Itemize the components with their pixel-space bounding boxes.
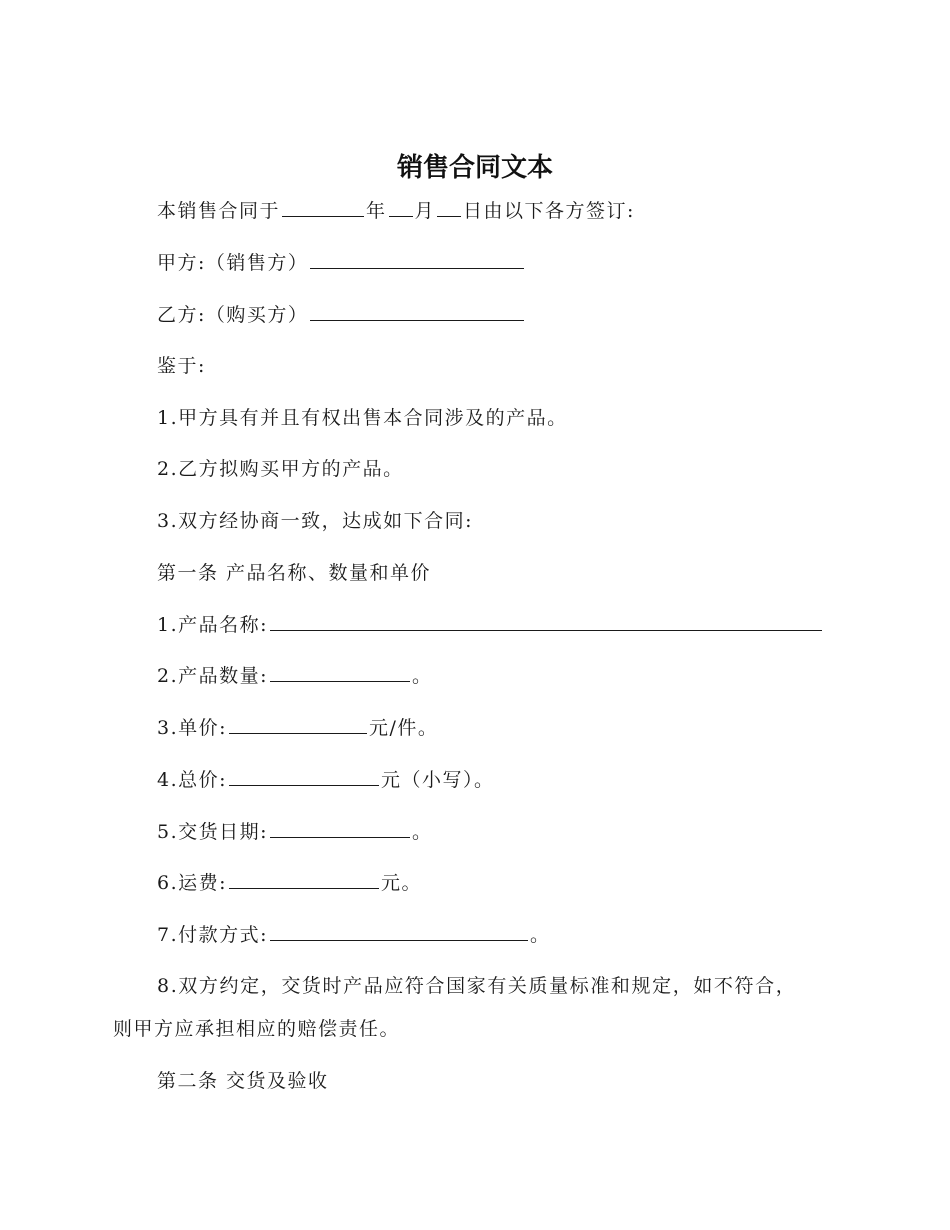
product-name-label: 1.产品名称:: [157, 614, 269, 636]
intro-prefix: 本销售合同于: [157, 200, 281, 222]
delivery-date-line: [157, 817, 433, 847]
freight-line: [157, 868, 422, 898]
quantity-label: 2.产品数量:: [157, 665, 269, 687]
product-name-blank: [270, 610, 822, 631]
date-blank: [282, 196, 364, 217]
total-price-label: 4.总价:: [157, 769, 228, 791]
party-a-blank: [310, 248, 524, 269]
product-name-line: [157, 610, 824, 640]
freight-label: 6.运费:: [157, 872, 228, 894]
total-price-blank: [229, 765, 379, 786]
unit-price-label: 3.单价:: [157, 717, 228, 739]
article-1-heading: 第一条 产品名称、数量和单价: [157, 562, 432, 584]
freight-blank: [229, 868, 379, 889]
party-b-label: 乙方:（购买方）: [157, 304, 309, 326]
freight-suffix: 元。: [381, 872, 423, 894]
quality-clause-line-1: 8.双方约定，交货时产品应符合国家有关质量标准和规定，如不符合，: [157, 975, 797, 997]
unit-price-blank: [229, 713, 367, 734]
payment-line: [157, 920, 551, 950]
document-title: 销售合同文本: [396, 153, 553, 183]
payment-suffix: 。: [530, 924, 551, 946]
party-a-label: 甲方:（销售方）: [157, 252, 309, 274]
whereas-label: 鉴于:: [157, 355, 206, 377]
total-price-line: [157, 765, 495, 795]
party-b-blank: [310, 300, 524, 321]
delivery-date-label: 5.交货日期:: [157, 821, 269, 843]
unit-price-line: [157, 713, 438, 743]
delivery-date-suffix: 。: [412, 821, 433, 843]
intro-line: [157, 196, 635, 226]
day-blank: [437, 196, 461, 217]
quality-clause-line-2: 则甲方应承担相应的赔偿责任。: [113, 1018, 401, 1040]
recital-2: 2.乙方拟购买甲方的产品。: [157, 458, 404, 480]
article-2-heading: 第二条 交货及验收: [157, 1070, 329, 1092]
quantity-suffix: 。: [412, 665, 433, 687]
quantity-blank: [270, 661, 410, 682]
quantity-line: [157, 661, 433, 691]
party-a-line: [157, 248, 526, 278]
payment-blank: [270, 920, 528, 941]
party-b-line: [157, 300, 526, 330]
recital-1: 1.甲方具有并且有权出售本合同涉及的产品。: [157, 407, 568, 429]
intro-year: 年: [366, 200, 387, 222]
month-blank: [389, 196, 413, 217]
total-price-suffix: 元（小写）。: [381, 769, 495, 791]
delivery-date-blank: [270, 817, 410, 838]
intro-day-suffix: 日由以下各方签订:: [463, 200, 635, 222]
recital-3: 3.双方经协商一致，达成如下合同:: [157, 510, 474, 532]
unit-price-suffix: 元/件。: [369, 717, 439, 739]
payment-label: 7.付款方式:: [157, 924, 269, 946]
intro-month: 月: [414, 200, 436, 222]
